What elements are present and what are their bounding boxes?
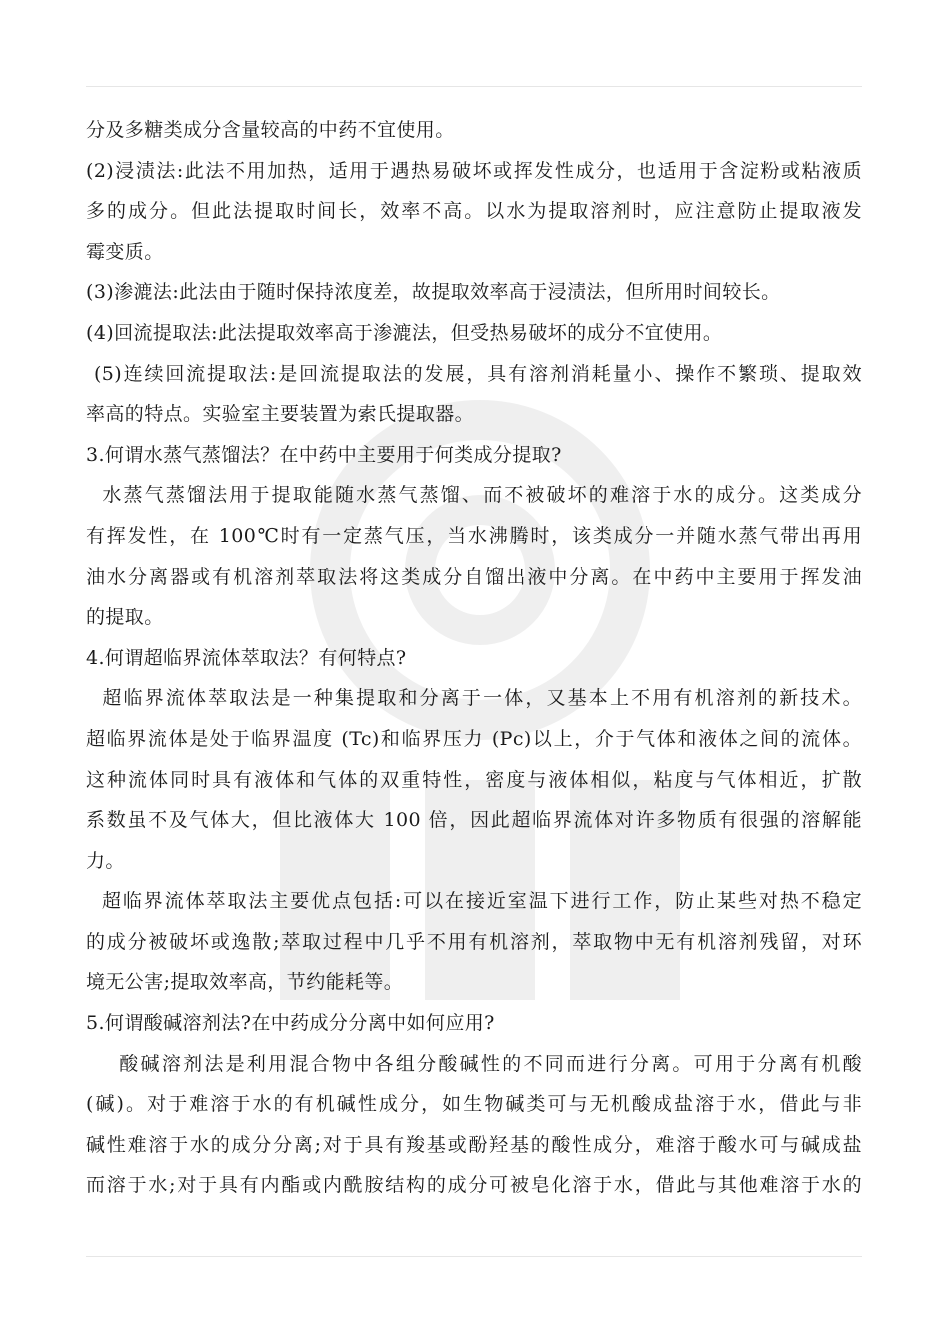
text-line: 而溶于水;对于具有内酯或内酰胺结构的成分可被皂化溶于水，借此与其他难溶于水的 bbox=[86, 1174, 862, 1197]
text-line: 超临界流体是处于临界温度 (Tc)和临界压力 (Pc)以上，介于气体和液体之间的流体。 bbox=[86, 727, 862, 750]
question-heading: 5.何谓酸碱溶剂法?在中药成分分离中如何应用? bbox=[86, 1012, 495, 1035]
text-line: 油水分离器或有机溶剂萃取法将这类成分自馏出液中分离。在中药中主要用于挥发油 bbox=[86, 565, 862, 588]
text-line: 碱性难溶于水的成分分离;对于具有羧基或酚羟基的酸性成分，难溶于酸水可与碱成盐 bbox=[86, 1133, 862, 1156]
text-line: 超临界流体萃取法是一种集提取和分离于一体，又基本上不用有机溶剂的新技术。 bbox=[86, 687, 862, 710]
question-heading: 4.何谓超临界流体萃取法？有何特点? bbox=[86, 646, 407, 669]
bottom-divider bbox=[86, 1256, 862, 1257]
text-line: 水蒸气蒸馏法用于提取能随水蒸气蒸馏、而不被破坏的难溶于水的成分。这类成分 bbox=[86, 484, 862, 507]
text-line: (4)回流提取法:此法提取效率高于渗漉法，但受热易破坏的成分不宜使用。 bbox=[86, 321, 723, 344]
text-line: 酸碱溶剂法是利用混合物中各组分酸碱性的不同而进行分离。可用于分离有机酸 bbox=[86, 1052, 862, 1075]
text-line: 的成分被破坏或逸散;萃取过程中几乎不用有机溶剂，萃取物中无有机溶剂残留，对环 bbox=[86, 930, 862, 953]
text-line: 多的成分。但此法提取时间长，效率不高。以水为提取溶剂时，应注意防止提取液发 bbox=[86, 200, 862, 223]
text-line: (5)连续回流提取法:是回流提取法的发展，具有溶剂消耗量小、操作不繁琐、提取效 bbox=[86, 362, 862, 385]
text-line: (2)浸渍法:此法不用加热，适用于遇热易破坏或挥发性成分，也适用于含淀粉或粘液质 bbox=[86, 159, 862, 182]
text-line: 分及多糖类成分含量较高的中药不宜使用。 bbox=[86, 119, 455, 141]
text-line: 系数虽不及气体大，但比液体大 100 倍，因此超临界流体对许多物质有很强的溶解能 bbox=[86, 809, 862, 832]
text-line: 的提取。 bbox=[86, 606, 164, 629]
text-line: (碱)。对于难溶于水的有机碱性成分，如生物碱类可与无机酸成盐溶于水，借此与非 bbox=[86, 1093, 862, 1116]
text-line: 力。 bbox=[86, 849, 125, 872]
text-line: 霉变质。 bbox=[86, 240, 164, 263]
text-line: (3)渗漉法:此法由于随时保持浓度差，故提取效率高于浸渍法，但所用时间较长。 bbox=[86, 281, 781, 304]
text-line: 超临界流体萃取法主要优点包括:可以在接近室温下进行工作，防止某些对热不稳定 bbox=[86, 890, 862, 913]
top-divider bbox=[86, 86, 862, 87]
text-line: 境无公害;提取效率高，节约能耗等。 bbox=[86, 971, 404, 994]
question-heading: 3.何谓水蒸气蒸馏法？在中药中主要用于何类成分提取? bbox=[86, 443, 562, 466]
text-line: 有挥发性，在 100℃时有一定蒸气压，当水沸腾时，该类成分一并随水蒸气带出再用 bbox=[86, 524, 862, 547]
document-body bbox=[86, 110, 862, 1206]
text-line: 率高的特点。实验室主要装置为索氏提取器。 bbox=[86, 403, 475, 426]
text-line: 这种流体同时具有液体和气体的双重特性，密度与液体相似，粘度与气体相近，扩散 bbox=[86, 768, 862, 791]
